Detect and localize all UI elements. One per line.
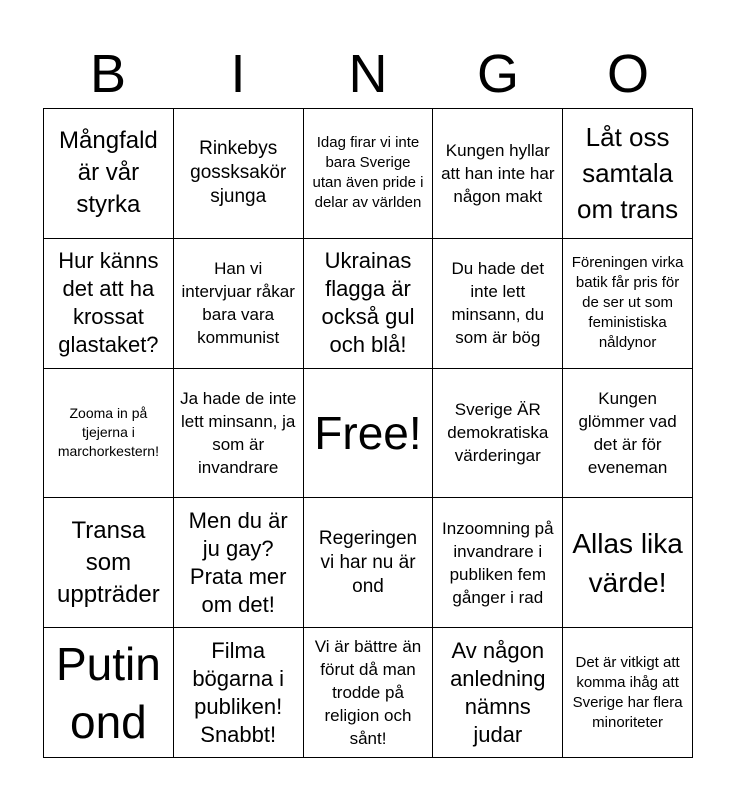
header-letter-n: N bbox=[348, 44, 388, 104]
bingo-cell[interactable] bbox=[44, 239, 174, 369]
free-cell-text: Free! bbox=[314, 406, 422, 459]
bingo-cell[interactable] bbox=[44, 369, 174, 499]
bingo-cell-text: Han vi intervjuar råkar bara vara kommunist bbox=[181, 259, 295, 348]
free-cell[interactable] bbox=[304, 369, 434, 499]
bingo-cell[interactable] bbox=[433, 109, 563, 239]
bingo-cell-text: Filma bögarna i publiken! Snabbt! bbox=[192, 637, 285, 747]
bingo-grid bbox=[43, 108, 693, 758]
bingo-cell[interactable] bbox=[304, 628, 434, 758]
bingo-cell[interactable] bbox=[44, 628, 174, 758]
bingo-cell-text: Regeringen vi har nu är ond bbox=[318, 527, 418, 597]
bingo-cell[interactable] bbox=[563, 498, 693, 628]
bingo-cell-text: Kungen glömmer vad det är för eveneman bbox=[578, 388, 677, 477]
bingo-cell-text: Ukrainas flagga är också gul och blå! bbox=[321, 248, 415, 358]
header-letter-o: O bbox=[606, 44, 649, 104]
bingo-cell-text: Låt oss samtala om trans bbox=[577, 122, 679, 225]
bingo-cell[interactable] bbox=[174, 498, 304, 628]
bingo-cell[interactable] bbox=[44, 498, 174, 628]
header-letter-b: B bbox=[89, 44, 127, 104]
bingo-cell[interactable] bbox=[304, 498, 434, 628]
bingo-cell[interactable] bbox=[44, 109, 174, 239]
bingo-cell[interactable] bbox=[174, 109, 304, 239]
bingo-cell-text: Kungen hyllar att han inte har någon makt bbox=[441, 140, 555, 206]
bingo-cell-text: Men du är ju gay? Prata mer om det! bbox=[188, 507, 288, 617]
bingo-cell[interactable] bbox=[433, 239, 563, 369]
bingo-cell-text: Mångfald är vår styrka bbox=[59, 127, 158, 219]
bingo-cell[interactable] bbox=[433, 628, 563, 758]
bingo-cell[interactable] bbox=[563, 239, 693, 369]
bingo-cell[interactable] bbox=[174, 369, 304, 499]
bingo-cell[interactable] bbox=[174, 628, 304, 758]
bingo-cell-text: Du hade det inte lett minsann, du som är bög bbox=[451, 259, 545, 348]
bingo-cell-text: Föreningen virka batik får pris för de ser ut som feministiska nåldynor bbox=[571, 254, 684, 352]
bingo-cell[interactable] bbox=[433, 498, 563, 628]
bingo-cell[interactable] bbox=[563, 628, 693, 758]
bingo-cell[interactable] bbox=[433, 369, 563, 499]
bingo-header bbox=[43, 40, 693, 108]
header-letter-g: G bbox=[476, 44, 519, 104]
bingo-cell-text: Transa som uppträder bbox=[57, 516, 160, 608]
bingo-cell-text: Ja hade de inte lett minsann, ja som är invandrare bbox=[180, 388, 297, 477]
header-letter-i: I bbox=[230, 44, 246, 104]
bingo-cell-text: Zooma in på tjejerna i marchorkestern! bbox=[57, 405, 159, 460]
bingo-cell-text: Idag firar vi inte bara Sverige utan även pride i delar av världen bbox=[312, 134, 424, 212]
bingo-cell-text: Rinkebys gossksakör sjunga bbox=[190, 138, 287, 208]
bingo-cell[interactable] bbox=[563, 369, 693, 499]
bingo-cell-text: Vi är bättre än förut då man trodde på religion och sånt! bbox=[314, 637, 422, 749]
bingo-cell-text: Det är vitkigt att komma ihåg att Sverige har flera minoriteter bbox=[572, 653, 683, 731]
bingo-cell-text: Sverige ÄR demokratiska värderingar bbox=[447, 400, 549, 466]
bingo-cell[interactable] bbox=[304, 239, 434, 369]
bingo-cell-text: Inzoomning på invandrare i publiken fem gånger i rad bbox=[442, 518, 554, 607]
bingo-cell-text: Av någon anledning nämns judar bbox=[450, 637, 546, 747]
bingo-cell-text: Hur känns det att ha krossat glastaket? bbox=[58, 248, 159, 358]
bingo-cell[interactable] bbox=[563, 109, 693, 239]
bingo-cell[interactable] bbox=[174, 239, 304, 369]
bingo-cell-text: Putin ond bbox=[55, 637, 161, 748]
bingo-cell-text: Allas lika värde! bbox=[572, 527, 683, 598]
bingo-cell[interactable] bbox=[304, 109, 434, 239]
